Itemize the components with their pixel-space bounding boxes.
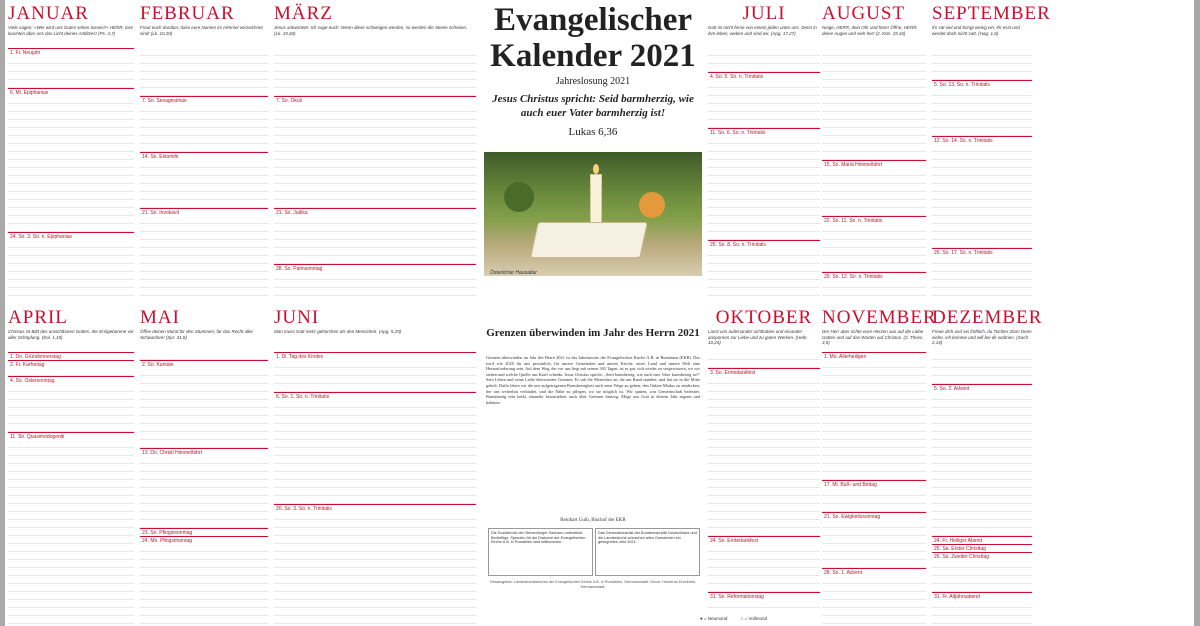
month-title: FEBRUAR bbox=[140, 3, 235, 24]
month-verse: Jesus antwortete: Ich sage euch: Wenn diese schweigen werden, so werden die Steine schreien. (Lk. 19,40) bbox=[274, 25, 468, 36]
month-verse: Der Herr aber richte eure Herzen aus auf die Liebe Gottes und auf das Warten auf Christus. (2. Thess. 3,5) bbox=[822, 329, 924, 345]
special-day: 1. Di. Tag des Kindes bbox=[274, 352, 476, 360]
special-day: 5. So. 13. So. n. Trinitatis bbox=[932, 80, 1032, 88]
special-day: 24. Mo. Pfingstmontag bbox=[140, 536, 268, 544]
article-author: Reinhart Guib, Bischof der EKR bbox=[560, 518, 626, 523]
month-verse: Öffne deinen Mund für den Stummen, für das Recht aller Schwachen! (Spr. 31,8) bbox=[140, 329, 254, 340]
month-title: MÄRZ bbox=[274, 3, 333, 24]
month-title: AUGUST bbox=[822, 3, 906, 24]
month-title: APRIL bbox=[8, 307, 68, 328]
special-day: 28. So. Palmsonntag bbox=[274, 264, 476, 272]
special-day: 14. So. Estomihi bbox=[140, 152, 268, 160]
article-title: Grenzen überwinden im Jahr des Herrn 2021 bbox=[486, 327, 700, 339]
month-mai bbox=[140, 308, 268, 624]
month-day-rows bbox=[140, 48, 268, 296]
month-verse: Lasst uns aufeinander achthaben und einander anspornen zur Liebe und zu guten Werken. (Hebr. 10,24) bbox=[708, 329, 808, 345]
calendar-title: Evangelischer Kalender 2021 bbox=[490, 2, 696, 74]
article-body: Grenzen überwinden im Jahr des Herrn 2021 ist das Jahresmotto der Evangelischen Kirche A.B. in Rumänien (EKR). Das wird wie 2020 für uns persönlich, für unsere Gemeinden und unsere Kirche, unser Land und unsere Welt eine Herausforderung sein. Auf dem Weg, der vor uns liegt mit seinen 365 Tagen, ist es gut, sich wieder zu vergewissern, wo wir stehen und welche Quelle uns Kraft schenkt. Jesus Christus spricht: „Seid barmherzig, wie auch euer Vater barmherzig ist!“ Sein Leben und seine Liebe überwinden Grenzen. Er sah die Menschen an, die am Rand standen, und hat sie in die Mitte geholt. Dafür leben wir die uns aufgetragenen Barmherzigkeit auch neue Wege zu gehen: den Online-Modus zu entdecken, der uns weiterhin verbindet, und die Nähe zu pflegen, wo sie möglich ist. Wir spüren, was Gemeinschaft bedeutet. Barmherzig sein heißt, einander beizustehen, auch über Grenzen hinweg. Möge uns Gott in diesem Jahr segnen und behüten. bbox=[486, 355, 700, 405]
right-border-band bbox=[1194, 0, 1200, 626]
special-day: 6. So. 1. So. n. Trinitatis bbox=[274, 392, 476, 400]
jahreslosung-quote: Jesus Christus spricht: Seid barmherzig, wie auch euer Vater barmherzig ist! bbox=[492, 93, 694, 119]
month-day-rows bbox=[8, 352, 134, 624]
special-day: 13. Do. Christi Himmelfahrt bbox=[140, 448, 268, 456]
month-verse: Gott ist nicht ferne von einem jeden unter uns. Denn in ihm leben, weben und sind wir. (Apg. 17,27) bbox=[708, 25, 817, 36]
special-day: 11. So. 6. So. n. Trinitatis bbox=[708, 128, 820, 136]
month-verse: Man muss Gott mehr gehorchen als den Menschen. (Apg. 5,29) bbox=[274, 329, 402, 334]
imprint: Herausgeber: Landeskonsistorium der Evangelischen Kirche A.B. in Rumänien, Hermannstadt. Druck: Honterus Druckerei, Hermannstadt. bbox=[489, 580, 697, 589]
special-day: 24. So. Erntedankfest bbox=[708, 536, 820, 544]
special-day: 11. So. Quasimodogeniti bbox=[8, 432, 134, 440]
house-altar-photo bbox=[484, 152, 702, 276]
month-verse: Neige, HERR, dein Ohr und höre! Öffne, HERR, deine Augen und sieh her! (2. Kön. 19,16) bbox=[822, 25, 918, 36]
special-day: 25. So. 8. So. n. Trinitatis bbox=[708, 240, 820, 248]
month-maerz bbox=[274, 4, 476, 296]
special-day: 20. So. 3. So. n. Trinitatis bbox=[274, 504, 476, 512]
special-day: 24. So. 3. So. n. Epiphanias bbox=[8, 232, 134, 240]
special-day: 1. Mo. Allerheiligen bbox=[822, 352, 926, 360]
month-day-rows bbox=[932, 48, 1032, 296]
month-august bbox=[822, 4, 926, 296]
special-day: 4. So. 5. So. n. Trinitatis bbox=[708, 72, 820, 80]
month-januar bbox=[8, 4, 134, 296]
photo-caption: Österlicher Hausaltar bbox=[490, 270, 537, 276]
special-day: 21. So. Ewigkeitssonntag bbox=[822, 512, 926, 520]
moon-legend bbox=[700, 616, 779, 621]
month-juni bbox=[274, 308, 476, 624]
month-dezember bbox=[932, 307, 1043, 624]
month-verse: Freue dich und sei fröhlich, du Tochter Zion! Denn siehe, ich komme und will bei dir wohnen. (Sach. 2,14) bbox=[932, 329, 1032, 345]
special-day: 29. So. 12. So. n. Trinitatis bbox=[822, 272, 926, 280]
month-day-rows bbox=[8, 48, 134, 296]
month-day-rows bbox=[140, 352, 268, 624]
month-november bbox=[822, 307, 937, 624]
special-day: 5. So. 2. Advent bbox=[932, 384, 1032, 392]
special-day: 2. So. Kantate bbox=[140, 360, 268, 368]
month-day-rows bbox=[822, 48, 926, 296]
special-day: 21. So. Judika bbox=[274, 208, 476, 216]
special-day: 2. Fr. Karfreitag bbox=[8, 360, 134, 368]
special-day: 26. So. Zweiter Christtag bbox=[932, 552, 1032, 560]
full-moon-legend: ○ = Vollmond bbox=[740, 616, 767, 621]
special-day: 6. Mi. Epiphanias bbox=[8, 88, 134, 96]
info-box-left: Die Sozialbrock der Siebenbürger Sachsen unterstützt Bedürftige. Spenden für die Diakonie der Evangelischen Kirche A.B. in Rumänien sind willkommen. bbox=[488, 528, 593, 576]
month-title: SEPTEMBER bbox=[932, 3, 1051, 24]
month-oktober bbox=[708, 308, 820, 614]
month-day-rows bbox=[822, 352, 926, 624]
special-day: 1. Do. Gründonnerstag bbox=[8, 352, 134, 360]
info-box-right: Das Generalkonsulat der Bundesrepublik Deutschland und die Landeskirche wünschen allen Gemeinden ein gesegnetes Jahr 2021. bbox=[595, 528, 700, 576]
special-day: 24. Fr. Heiliger Abend bbox=[932, 536, 1032, 544]
month-juli bbox=[708, 4, 820, 296]
special-day: 28. So. 1. Advent bbox=[822, 568, 926, 576]
new-moon-legend: ● = Neumond bbox=[700, 616, 728, 621]
month-title: NOVEMBER bbox=[822, 307, 937, 328]
special-day: 31. Fr. Altjahrsabend bbox=[932, 592, 1032, 600]
month-day-rows bbox=[274, 48, 476, 296]
special-day: 12. So. 14. So. n. Trinitatis bbox=[932, 136, 1032, 144]
special-day: 1. Fr. Neujahr bbox=[8, 48, 134, 56]
month-title: DEZEMBER bbox=[932, 307, 1043, 328]
month-verse: Christus ist Bild des unsichtbaren Gottes, der Erstgeborene vor aller Schöpfung. (Kol. 1,15) bbox=[8, 329, 134, 340]
month-verse: Viele sagen: »Wer wird uns Gutes sehen lassen?« HERR, lass leuchten über uns das Licht deines Antlitzes! (Ps. 4,7) bbox=[8, 25, 134, 36]
special-day: 26. So. 17. So. n. Trinitatis bbox=[932, 248, 1032, 256]
month-title: JANUAR bbox=[8, 3, 89, 24]
special-day: 3. So. Erntedankfest bbox=[708, 368, 820, 376]
special-day: 25. Sa. Erster Christtag bbox=[932, 544, 1032, 552]
month-title: MAI bbox=[140, 307, 180, 328]
special-day: 7. So. Okuli bbox=[274, 96, 476, 104]
special-day: 22. So. 11. So. n. Trinitatis bbox=[822, 216, 926, 224]
month-day-rows bbox=[274, 352, 476, 624]
special-day: 7. So. Sexagesimae bbox=[140, 96, 268, 104]
special-day: 21. So. Invokavit bbox=[140, 208, 268, 216]
month-verse: Ihr sät viel und bringt wenig ein; ihr esst und werdet doch nicht satt. (Hag. 1,6) bbox=[932, 25, 1020, 36]
month-februar bbox=[140, 4, 268, 296]
special-day: 15. So. Mariä Himmelfahrt bbox=[822, 160, 926, 168]
month-title: OKTOBER bbox=[715, 307, 813, 328]
month-september bbox=[932, 3, 1051, 296]
special-day: 4. So. Ostersonntag bbox=[8, 376, 134, 384]
month-day-rows bbox=[708, 352, 820, 614]
special-day: 31. So. Reformationstag bbox=[708, 592, 820, 600]
month-day-rows bbox=[932, 352, 1032, 624]
special-day: 23. So. Pfingstsonntag bbox=[140, 528, 268, 536]
month-april bbox=[8, 308, 134, 624]
jahreslosung-reference: Lukas 6,36 bbox=[568, 126, 618, 138]
month-title: JUNI bbox=[274, 307, 320, 328]
month-title: JULI bbox=[742, 3, 786, 24]
month-verse: Freut euch darüber, dass eure Namen im Himmel verzeichnet sind! (Lk. 10,20) bbox=[140, 25, 263, 36]
month-day-rows bbox=[708, 48, 820, 296]
jahreslosung-label: Jahreslosung 2021 bbox=[555, 76, 631, 87]
special-day: 17. Mi. Buß- und Bettag bbox=[822, 480, 926, 488]
